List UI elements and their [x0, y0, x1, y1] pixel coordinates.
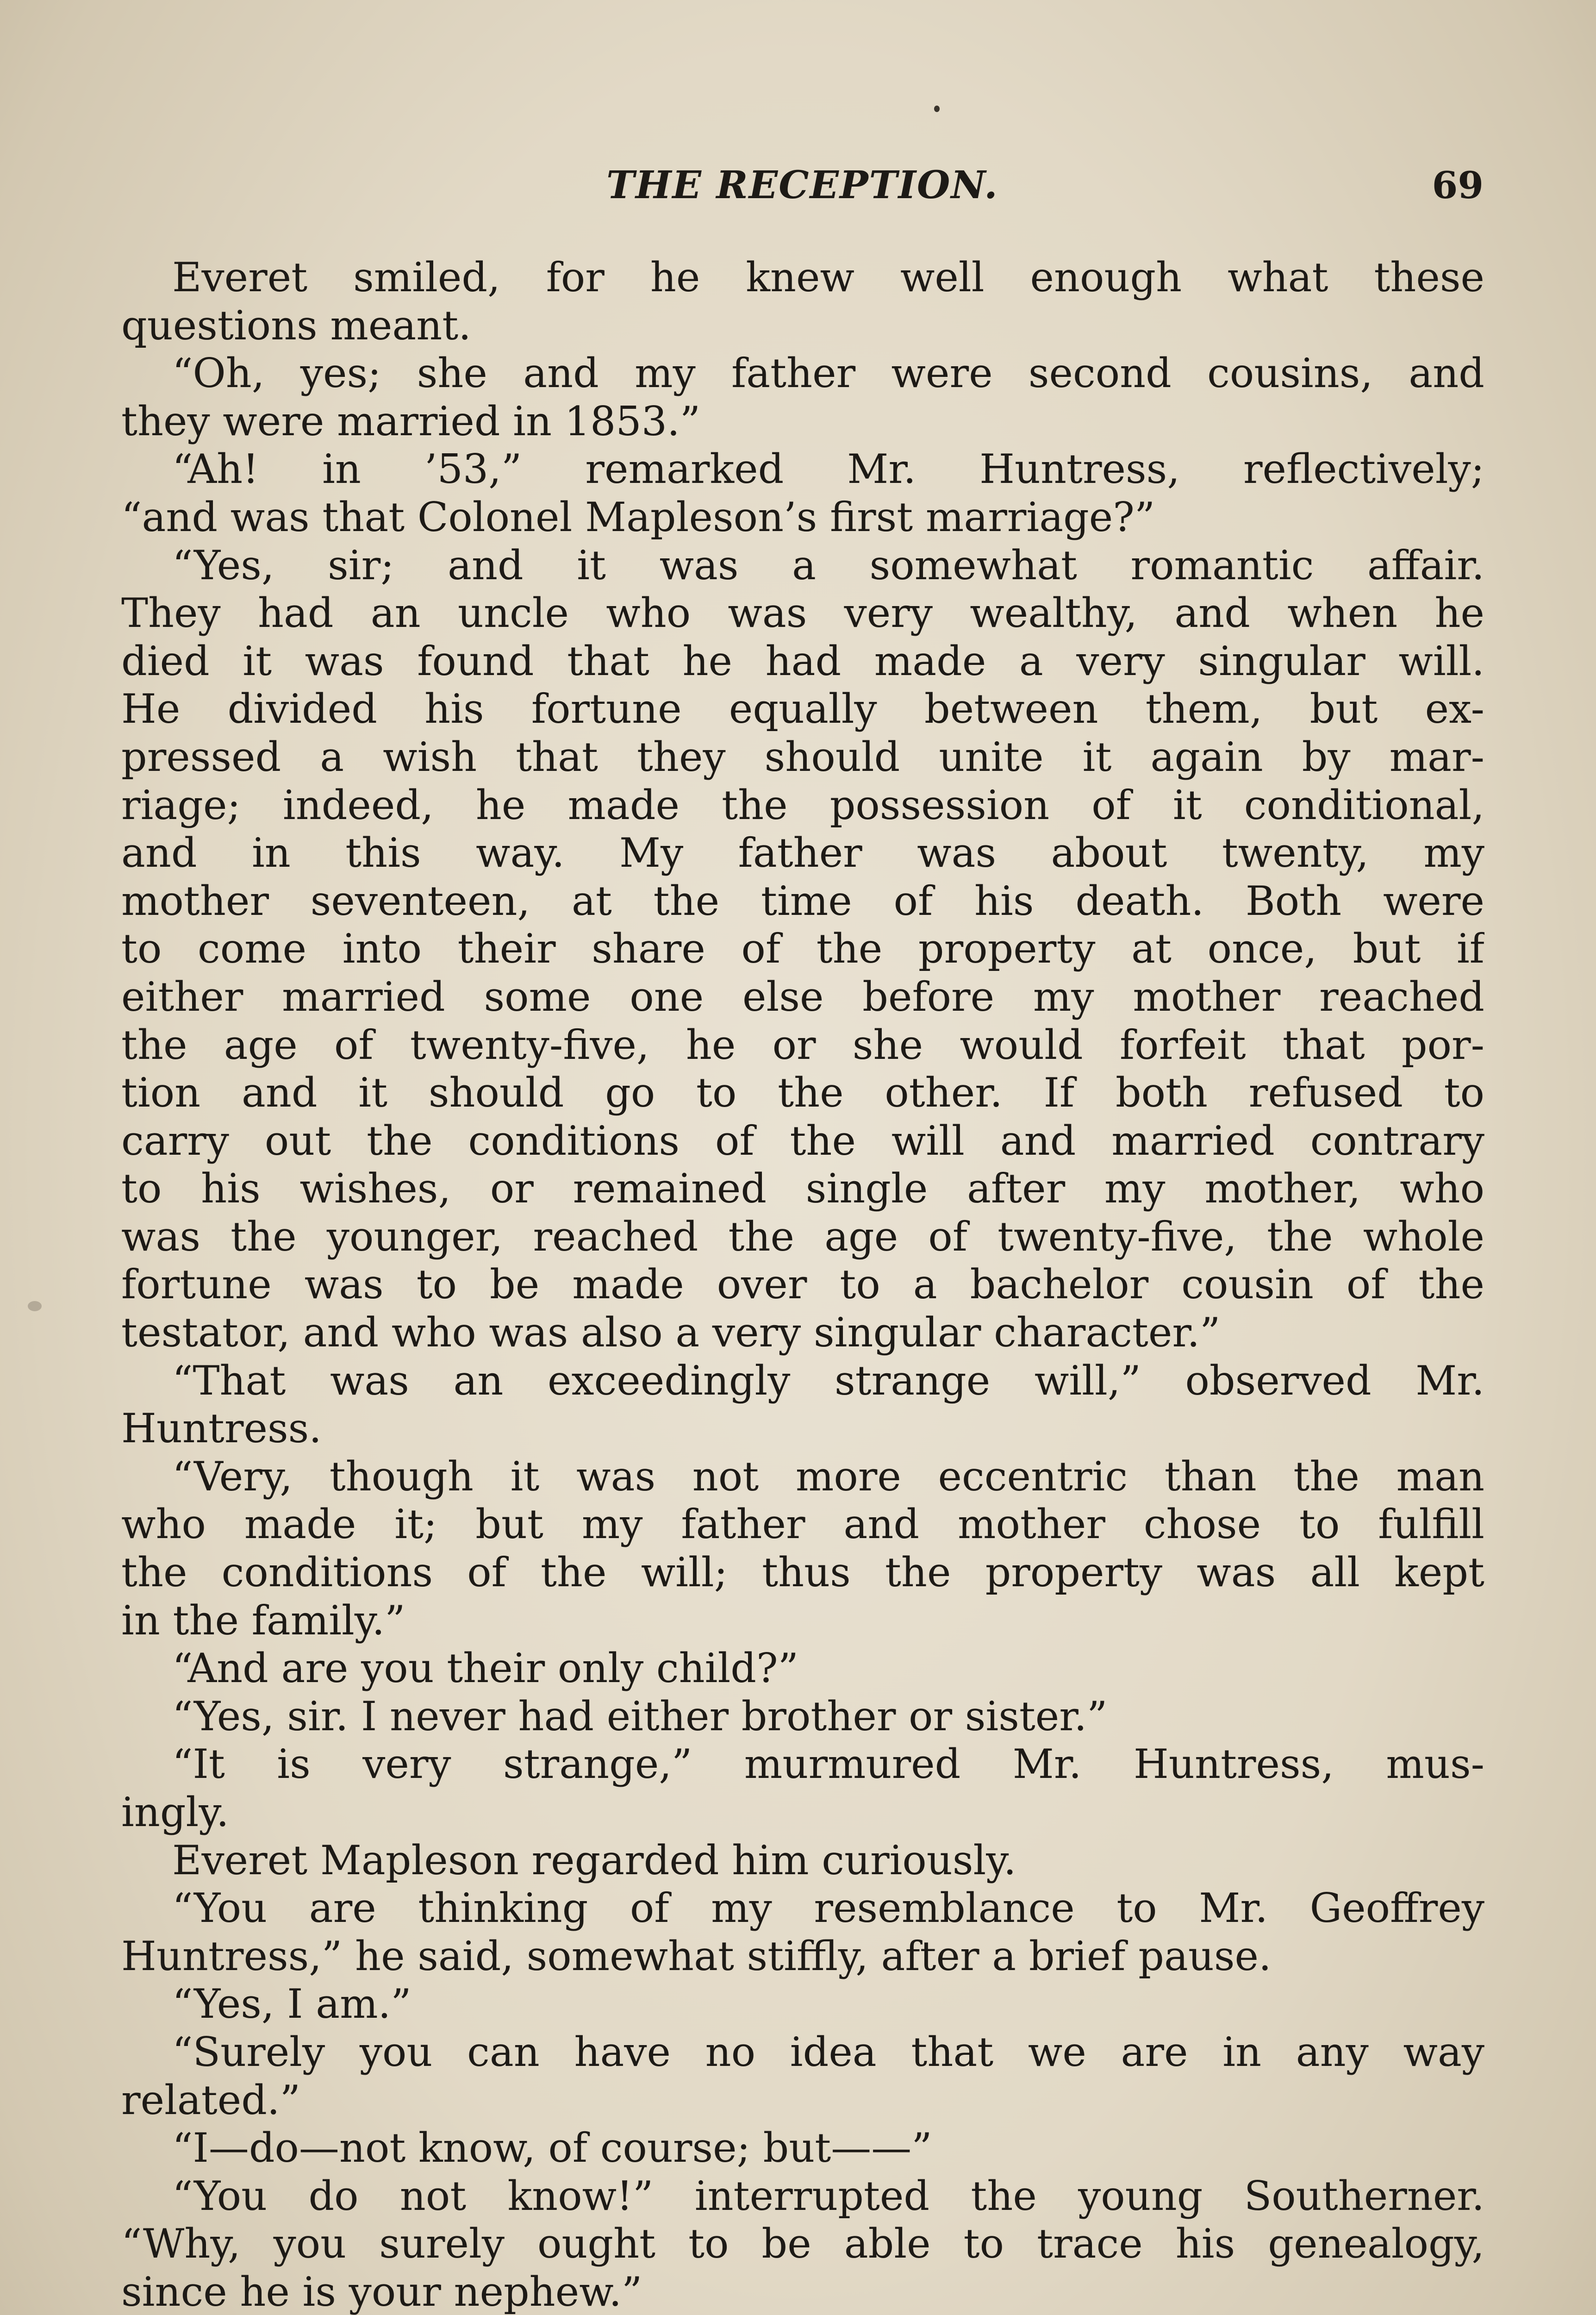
text-line: in the family.”: [121, 1596, 405, 1644]
text-line: “You do not know!” interrupted the young Southerner.: [172, 2172, 1484, 2220]
text-line: “I—do—not know, of course; but——”: [172, 2124, 932, 2172]
text-line: the conditions of the will; thus the property was all kept: [121, 1549, 1484, 1596]
text-line: carry out the conditions of the will and married contrary: [121, 1117, 1484, 1164]
text-line: pressed a wish that they should unite it again by mar-: [121, 733, 1484, 781]
text-line: questions meant.: [121, 301, 471, 349]
text-line: who made it; but my father and mother chose to fulfill: [121, 1501, 1484, 1548]
text-line: to come into their share of the property at once, but if: [121, 925, 1484, 973]
text-line: died it was found that he had made a very singular will.: [121, 637, 1484, 685]
text-line: “Why, you surely ought to be able to trace his genealogy,: [121, 2220, 1484, 2268]
text-line: ingly.: [121, 1789, 229, 1836]
text-line: tion and it should go to the other. If both refused to: [121, 1069, 1484, 1117]
text-line: He divided his fortune equally between them, but ex-: [121, 685, 1484, 733]
text-line: “Yes, I am.”: [172, 1980, 411, 2028]
text-line: “Very, though it was not more eccentric than the man: [172, 1452, 1484, 1500]
text-line: “You are thinking of my resemblance to Mr. Geoffrey: [172, 1884, 1484, 1932]
text-line: “Ah! in ’53,” remarked Mr. Huntress, reflectively;: [172, 445, 1484, 493]
text-line: Huntress,” he said, somewhat stiffly, after a brief pause.: [121, 1932, 1272, 1980]
text-line: “and was that Colonel Mapleson’s first marriage?”: [121, 493, 1155, 541]
text-line: was the younger, reached the age of twenty-five, the whole: [121, 1213, 1484, 1260]
text-line: “And are you their only child?”: [172, 1645, 799, 1692]
running-head: [125, 160, 1484, 211]
text-line: related.”: [121, 2076, 301, 2124]
text-line: to his wishes, or remained single after my mother, who: [121, 1165, 1484, 1213]
text-line: “Yes, sir. I never had either brother or sister.”: [172, 1692, 1108, 1740]
text-line: since he is your nephew.”: [121, 2268, 642, 2315]
text-line: They had an uncle who was very wealthy, and when he: [121, 589, 1484, 637]
text-line: Huntress.: [121, 1405, 322, 1452]
text-line: “It is very strange,” murmured Mr. Huntress, mus-: [172, 1740, 1484, 1788]
text-line: Everet smiled, for he knew well enough what these: [172, 254, 1484, 301]
text-line: and in this way. My father was about twenty, my: [121, 829, 1484, 877]
body-text: [121, 254, 1484, 2315]
text-line: mother seventeen, at the time of his death. Both were: [121, 877, 1484, 925]
text-line: “That was an exceedingly strange will,” observed Mr.: [172, 1357, 1484, 1404]
running-title: THE RECEPTION.: [606, 163, 998, 207]
text-line: they were married in 1853.”: [121, 397, 701, 445]
text-line: riage; indeed, he made the possession of it conditional,: [121, 781, 1484, 829]
paper-speck: [934, 106, 940, 112]
text-line: “Surely you can have no idea that we are in any way: [172, 2028, 1484, 2076]
text-line: fortune was to be made over to a bachelor cousin of the: [121, 1261, 1484, 1308]
text-line: “Oh, yes; she and my father were second cousins, and: [172, 350, 1484, 397]
text-line: testator, and who was also a very singular character.”: [121, 1309, 1221, 1357]
text-line: either married some one else before my mother reached: [121, 973, 1484, 1020]
page-number: 69: [1432, 163, 1484, 207]
text-line: “Yes, sir; and it was a somewhat romantic affair.: [172, 541, 1484, 589]
paper-speck: [28, 1301, 42, 1311]
text-line: Everet Mapleson regarded him curiously.: [172, 1836, 1016, 1884]
text-line: the age of twenty-five, he or she would forfeit that por-: [121, 1021, 1484, 1069]
